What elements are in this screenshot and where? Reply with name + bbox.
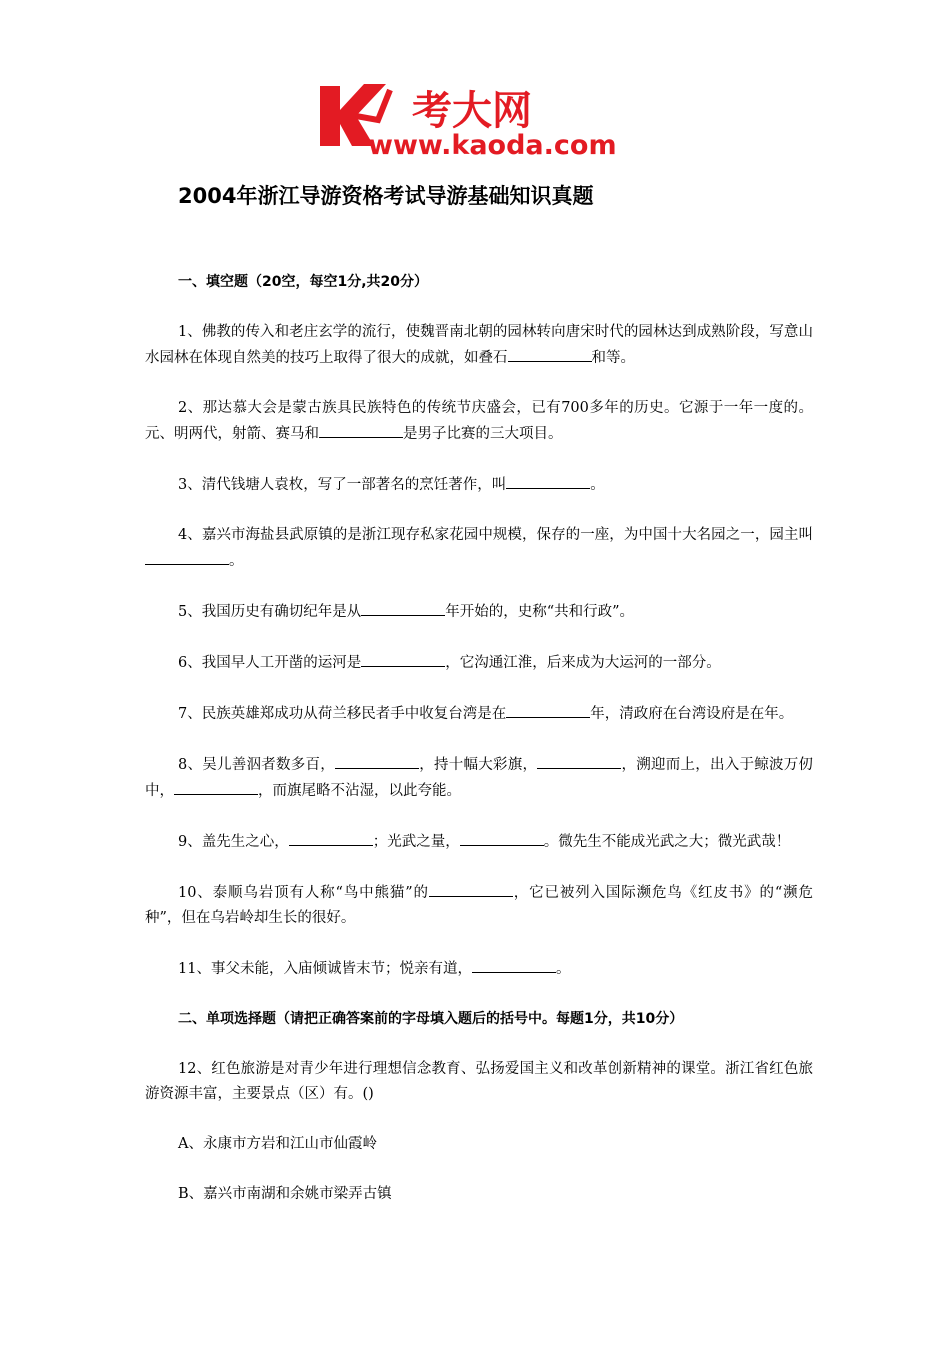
answer-blank[interactable] [506,472,590,489]
question-11: 11、事父未能，入庙倾诚皆末节；悦亲有道， 。 [145,956,813,982]
question-6: 6、我国早人工开凿的运河是 ，它沟通江淮，后来成为大运河的一部分。 [145,650,813,676]
answer-blank[interactable] [460,829,544,846]
logo-graphic [316,80,641,162]
answer-blank[interactable] [361,650,445,667]
option-a: A、永康市方岩和江山市仙霞岭 [178,1136,377,1152]
option-b: B、嘉兴市南湖和余姚市梁弄古镇 [178,1186,392,1202]
page-title: 2004年浙江导游资格考试导游基础知识真题 [178,184,594,208]
question-2: 2、那达慕大会是蒙古族具民族特色的传统节庆盛会，已有700多年的历史。它源于一年一度的。元、明两代，射箭、赛马和 是男子比赛的三大项目。 [145,400,813,442]
question-3: 3、清代钱塘人袁枚，写了一部著名的烹饪著作，叫 。 [145,472,813,498]
question-1: 1、佛教的传入和老庄玄学的流行，使魏晋南北朝的园林转向唐宋时代的园林达到成熟阶段，写意山水园林在体现自然美的技巧上取得了很大的成就，如叠石 和等。 [145,324,813,366]
question-10: 10、泰顺乌岩顶有人称“鸟中熊猫”的 ，它已被列入国际濒危鸟《红皮书》的“濒危种”，但在乌岩岭却生长的很好。 [145,880,813,931]
logo-url: www.kaoda.com [368,130,617,161]
question-4: 4、嘉兴市海盐县武原镇的是浙江现存私家花园中规模，保存的一座，为中国十大名园之一，园主叫。 [145,523,813,574]
question-5: 5、我国历史有确切纪年是从 年开始的，史称“共和行政”。 [145,599,813,625]
answer-blank[interactable] [174,778,258,795]
answer-blank[interactable] [361,599,445,616]
question-12: 12、红色旅游是对青少年进行理想信念教育、弘扬爱国主义和改革创新精神的课堂。浙江省红色旅游资源丰富，主要景点（区）有。() [145,1061,813,1102]
document-body [145,270,813,1232]
section-1-heading: 一、填空题（20空，每空1分,共20分） [178,274,429,290]
answer-blank[interactable] [289,829,373,846]
answer-blank[interactable] [145,548,229,565]
logo-chinese: 考大网 [412,88,532,134]
answer-blank[interactable] [472,956,556,973]
question-7: 7、民族英雄郑成功从荷兰移民者手中收复台湾是在 年，清政府在台湾设府是在年。 [145,701,813,727]
answer-blank[interactable] [335,752,419,769]
question-8: 8、吴儿善泅者数多百， ，持十幅大彩旗， ，溯迎而上，出入于鲸波万仞中， ，而旗尾略不沾湿，以此夸能。 [145,752,813,804]
answer-blank[interactable] [537,752,621,769]
section-2-heading: 二、单项选择题（请把正确答案前的字母填入题后的括号中。每题1分，共10分） [178,1011,684,1027]
answer-blank[interactable] [506,701,590,718]
answer-blank[interactable] [429,880,513,897]
kaoda-logo[interactable] [316,80,641,162]
answer-blank[interactable] [319,421,403,438]
answer-blank[interactable] [508,345,592,362]
question-9: 9、盖先生之心， ；光武之量， 。微先生不能成光武之大；微光武哉！ [145,829,813,855]
